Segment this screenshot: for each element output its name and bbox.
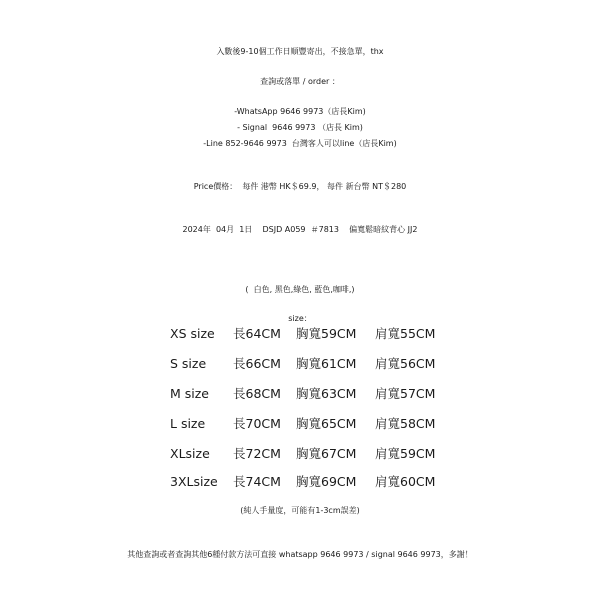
size-heading: size： (288, 314, 312, 323)
size-chest: 胸寬65CM (296, 416, 357, 431)
size-name: M size (170, 386, 209, 401)
size-shoulder: 肩寬59CM (375, 446, 436, 461)
contact-heading: 查詢或落單 / order ： (260, 77, 340, 86)
color-options: ( 白色, 黑色,綠色, 藍色,咖啡,) (245, 285, 355, 294)
size-chest: 胸寬69CM (296, 474, 357, 489)
size-length: 長72CM (233, 446, 281, 461)
size-name: 3XLsize (170, 474, 218, 489)
size-chest: 胸寬59CM (296, 326, 357, 341)
size-shoulder: 肩寬56CM (375, 356, 436, 371)
size-row-xs (0, 326, 600, 342)
size-shoulder: 肩寬60CM (375, 474, 436, 489)
contact-signal: - Signal 9646 9973 （店長 Kim) (237, 123, 363, 132)
size-length: 長70CM (233, 416, 281, 431)
footer-contact: 其他查詢或者查詢其他6種付款方法可直接 whatsapp 9646 9973 / signal 9646 9973，多謝！ (127, 550, 473, 559)
size-row-3xl (0, 474, 600, 490)
price-line: Price價格： 每件 港幣 HK＄69.9， 每件 新台幣 NT＄280 (193, 182, 407, 191)
size-length: 長68CM (233, 386, 281, 401)
size-chest: 胸寬67CM (296, 446, 357, 461)
size-name: L size (170, 416, 206, 431)
size-length: 長66CM (233, 356, 281, 371)
size-row-s (0, 356, 600, 372)
size-chest: 胸寬61CM (296, 356, 357, 371)
size-shoulder: 肩寬57CM (375, 386, 436, 401)
size-chest: 胸寬63CM (296, 386, 357, 401)
size-shoulder: 肩寬58CM (375, 416, 436, 431)
product-line: 2024年 04月 1日 DSJD A059 ＃7813 偏寬鬆暗紋背心 JJ2 (182, 225, 418, 234)
size-row-m (0, 386, 600, 402)
size-length: 長74CM (233, 474, 281, 489)
size-shoulder: 肩寬55CM (375, 326, 436, 341)
size-row-xl (0, 446, 600, 462)
size-length: 長64CM (233, 326, 281, 341)
size-name: XLsize (170, 446, 210, 461)
size-name: S size (170, 356, 207, 371)
contact-whatsapp: -WhatsApp 9646 9973（店長Kim) (234, 107, 366, 116)
measurement-note: (純人手量度，可能有1-3cm誤差) (240, 506, 360, 515)
size-name: XS size (170, 326, 215, 341)
shipping-notice: 入數後9-10個工作日順豐寄出，不接急單，thx (216, 47, 384, 56)
contact-line: -Line 852-9646 9973 台灣客人可以line（店長Kim) (203, 139, 397, 148)
size-row-l (0, 416, 600, 432)
